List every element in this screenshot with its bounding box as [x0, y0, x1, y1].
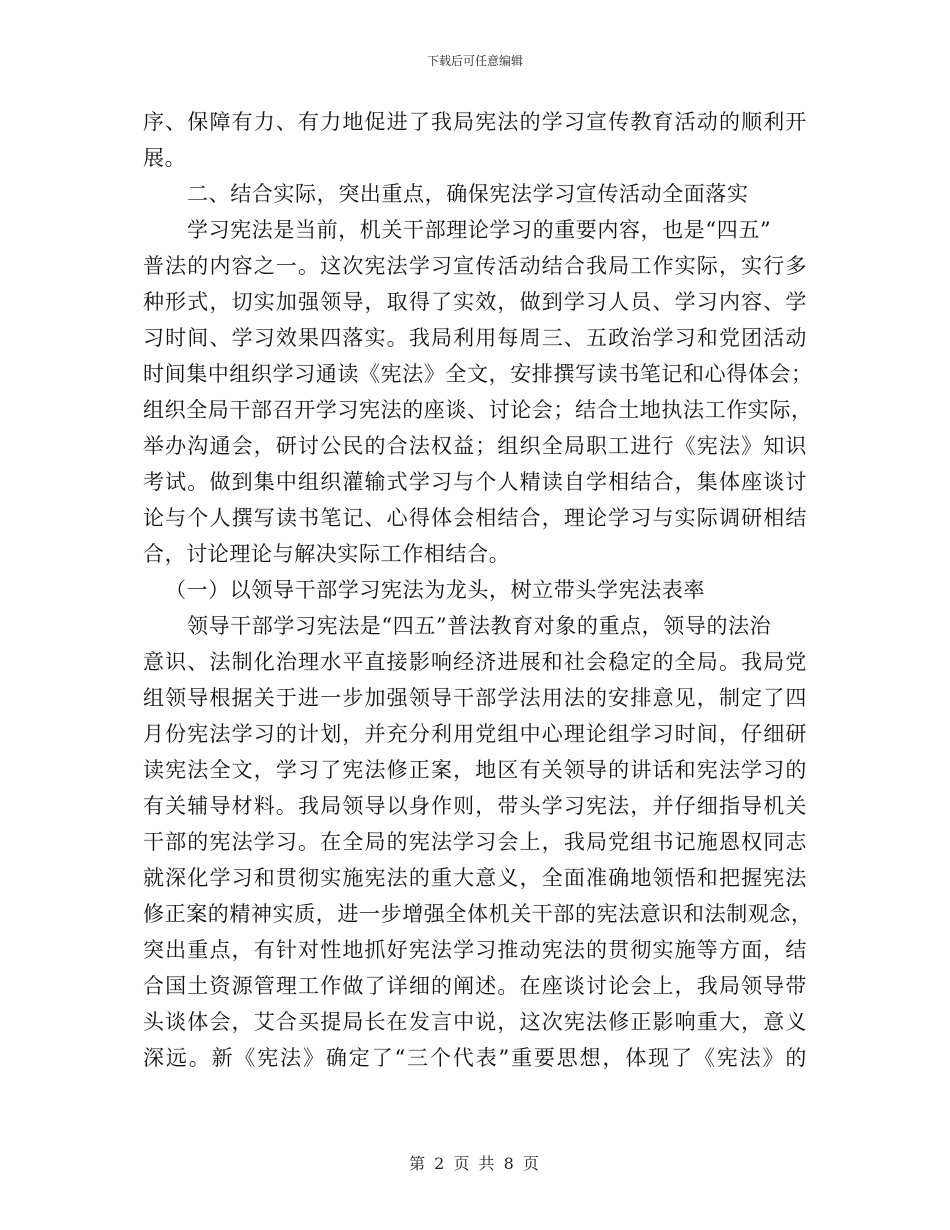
text-line: 展。 [143, 146, 187, 170]
text-line: 考试。做到集中组织灌输式学习与个人精读自学相结合，集体座谈讨 [143, 470, 807, 494]
text-line: 举办沟通会，研讨公民的合法权益；组织全局职工进行《宪法》知识 [143, 434, 807, 458]
text-line: 深远。新《宪法》确定了“三个代表”重要思想，体现了《宪法》的 [143, 1046, 807, 1070]
text-line: 序、保障有力、有力地促进了我局宪法的学习宣传教育活动的顺利开 [143, 110, 807, 134]
text-line: 有关辅导材料。我局领导以身作则，带头学习宪法，并仔细指导机关 [143, 794, 807, 818]
text-line: 组领导根据关于进一步加强领导干部学法用法的安排意见，制定了四 [143, 686, 807, 710]
section-heading: 二、结合实际，突出重点，确保宪法学习宣传活动全面落实 [187, 182, 749, 206]
text-line: 合，讨论理论与解决实际工作相结合。 [143, 542, 511, 566]
text-line: 普法的内容之一。这次宪法学习宣传活动结合我局工作实际，实行多 [143, 254, 807, 278]
page-number: 第 2 页 共 8 页 [409, 1154, 541, 1173]
text-line: 领导干部学习宪法是“四五”普法教育对象的重点，领导的法治 [187, 614, 772, 638]
document-body [143, 104, 813, 1076]
text-line: 就深化学习和贯彻实施宪法的重大意义，全面准确地领悟和把握宪法 [143, 866, 807, 890]
text-line: 习时间、学习效果四落实。我局利用每周三、五政治学习和党团活动 [143, 326, 807, 350]
text-line: 组织全局干部召开学习宪法的座谈、讨论会；结合土地执法工作实际， [143, 398, 813, 422]
text-line: 月份宪法学习的计划，并充分利用党组中心理论组学习时间，仔细研 [143, 722, 807, 746]
text-line: 头谈体会，艾合买提局长在发言中说，这次宪法修正影响重大，意义 [143, 1010, 807, 1034]
text-line: 种形式，切实加强领导，取得了实效，做到学习人员、学习内容、学 [143, 290, 807, 314]
text-line: 合国土资源管理工作做了详细的阐述。在座谈讨论会上，我局领导带 [143, 974, 807, 998]
text-line: 干部的宪法学习。在全局的宪法学习会上，我局党组书记施恩权同志 [143, 830, 807, 854]
subsection-heading: （一）以领导干部学习宪法为龙头，树立带头学宪法表率 [165, 578, 705, 602]
text-line: 修正案的精神实质，进一步增强全体机关干部的宪法意识和法制观念， [143, 902, 813, 926]
text-line: 论与个人撰写读书笔记、心得体会相结合，理论学习与实际调研相结 [143, 506, 807, 530]
text-line: 时间集中组织学习通读《宪法》全文，安排撰写读书笔记和心得体会； [143, 362, 813, 386]
text-line: 突出重点，有针对性地抓好宪法学习推动宪法的贯彻实施等方面，结 [143, 938, 807, 962]
text-line: 学习宪法是当前，机关干部理论学习的重要内容，也是“四五” [187, 218, 772, 242]
page-header-note: 下载后可任意编辑 [426, 54, 523, 68]
text-line: 读宪法全文，学习了宪法修正案，地区有关领导的讲话和宪法学习的 [143, 758, 807, 782]
text-line: 意识、法制化治理水平直接影响经济进展和社会稳定的全局。我局党 [143, 650, 807, 674]
